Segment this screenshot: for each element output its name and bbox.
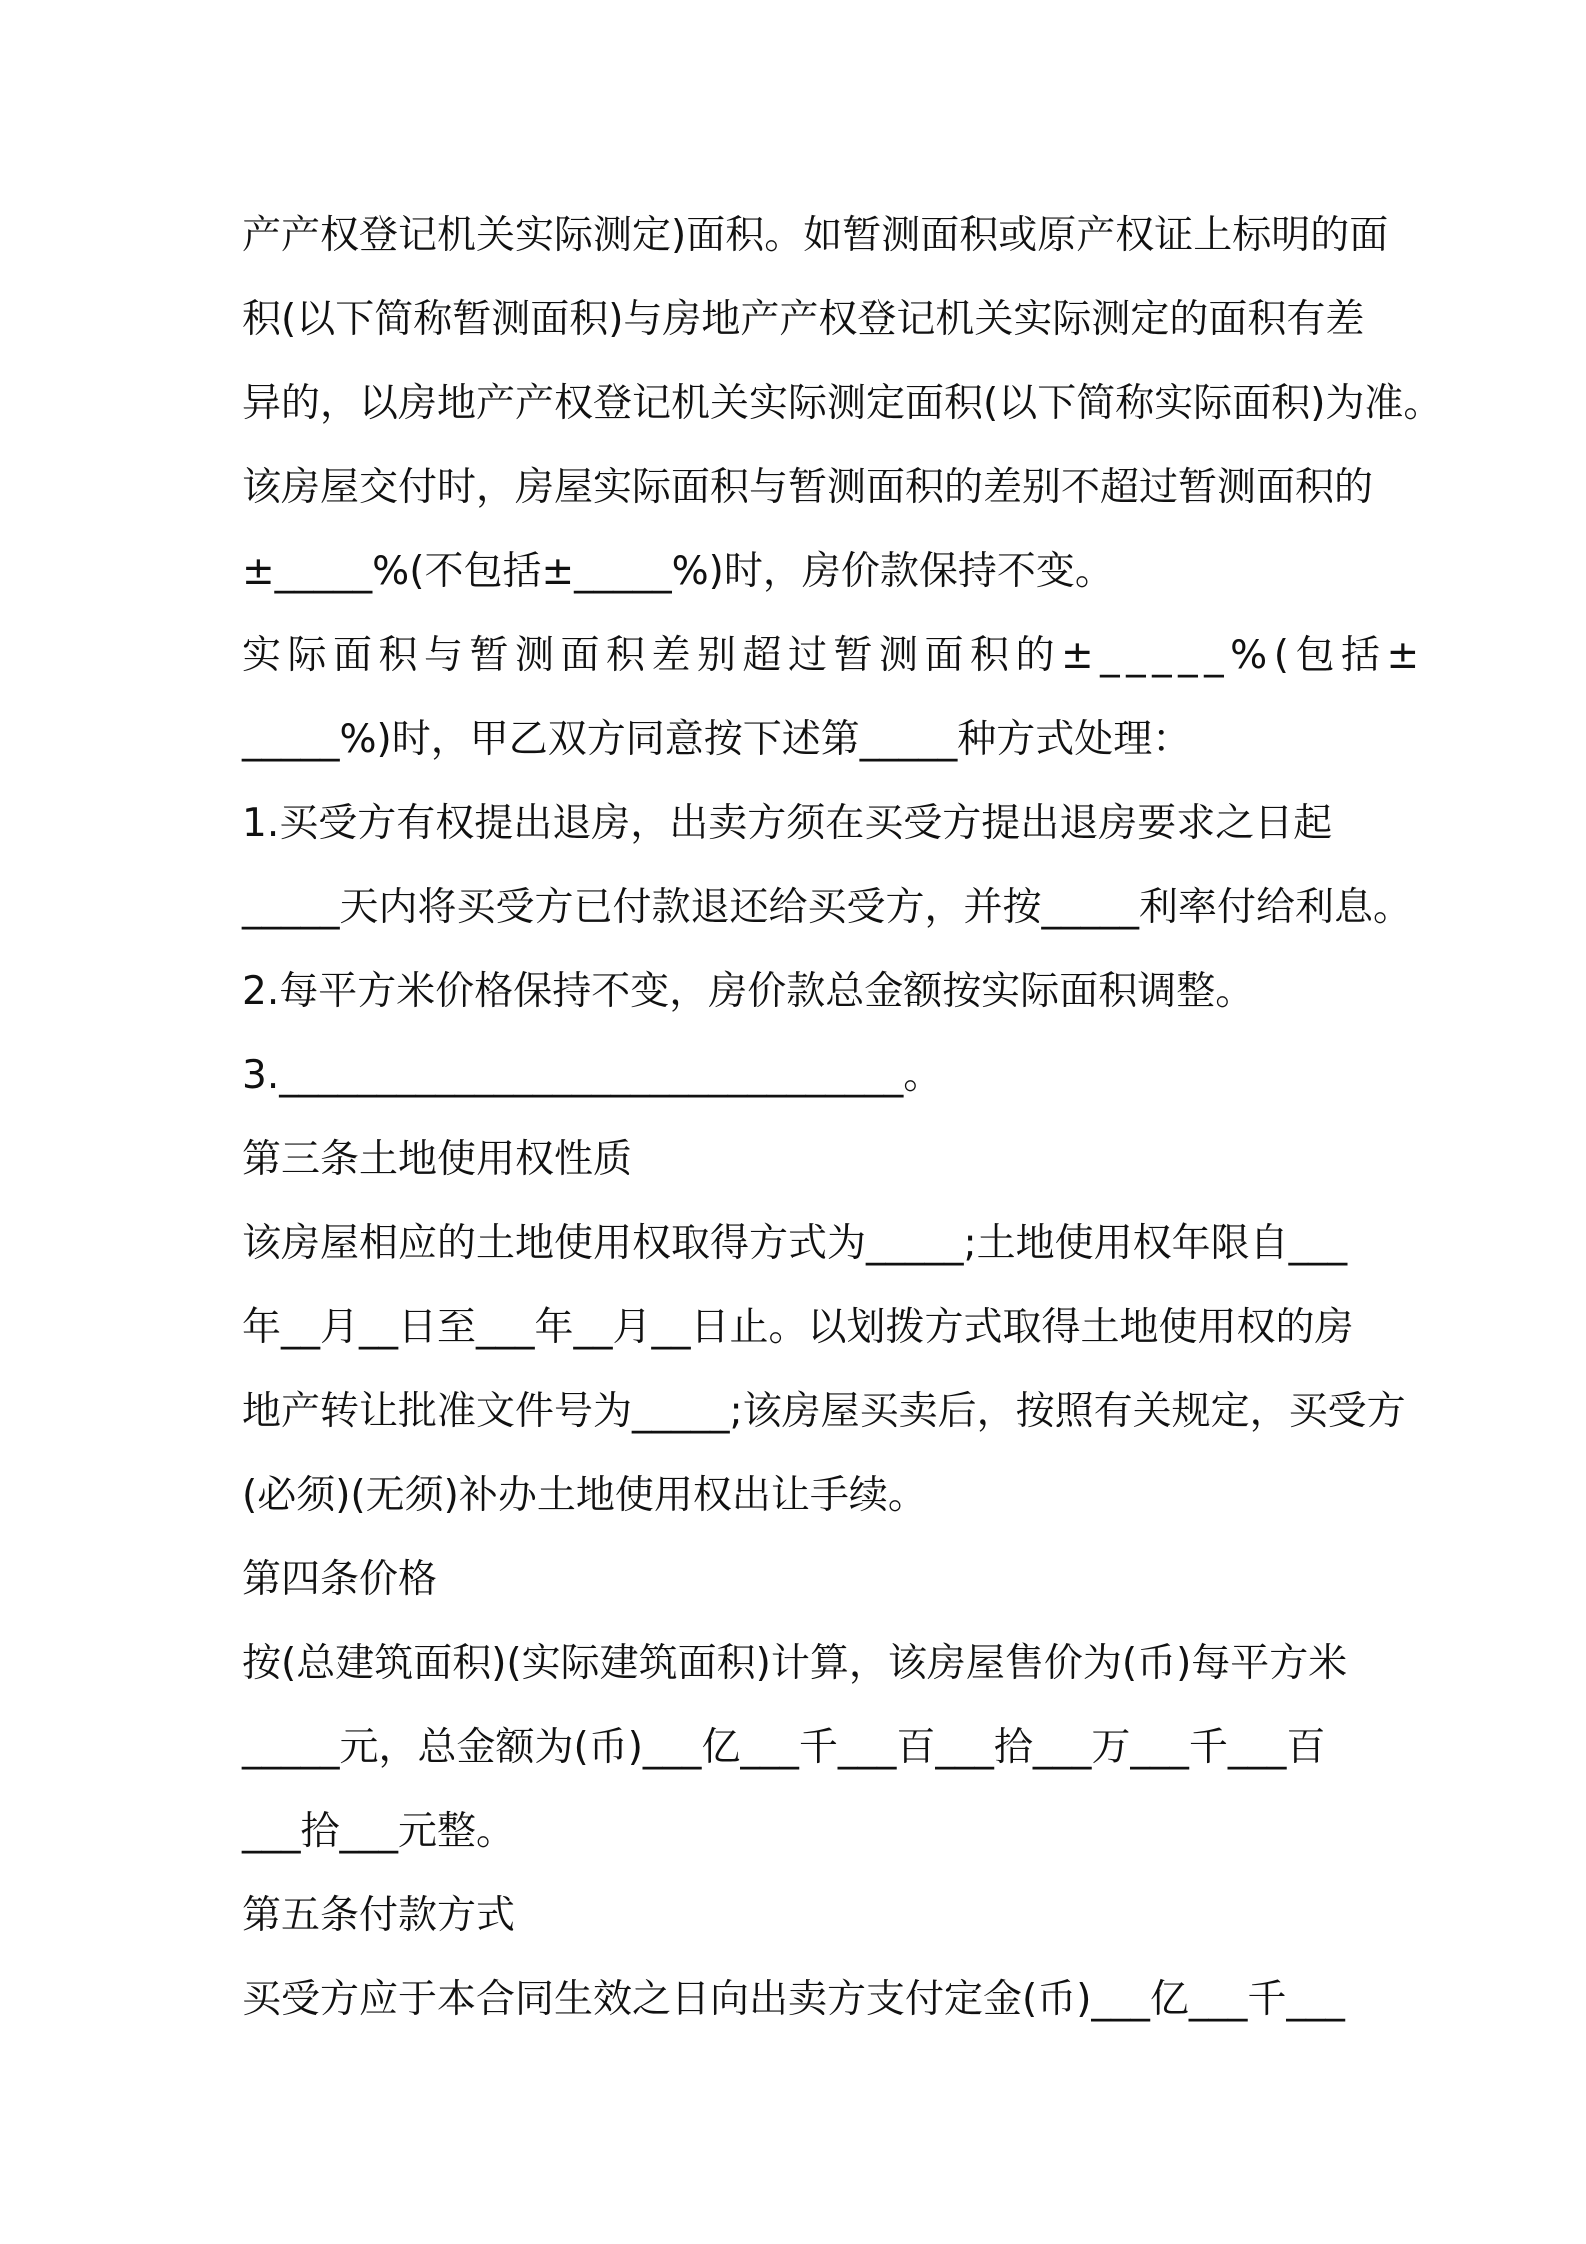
paragraph-line: 实际面积与暂测面积差别超过暂测面积的±_____%(包括± bbox=[242, 633, 1426, 678]
paragraph-line: 异的，以房地产产权登记机关实际测定面积(以下简称实际面积)为准。 bbox=[242, 381, 1443, 426]
paragraph-line: ___拾___元整。 bbox=[242, 1809, 516, 1854]
section-heading: 第五条付款方式 bbox=[242, 1893, 516, 1938]
section-heading: 第三条土地使用权性质 bbox=[242, 1137, 633, 1182]
section-heading: 第四条价格 bbox=[242, 1557, 438, 1602]
paragraph-line: 产产权登记机关实际测定)面积。如暂测面积或原产权证上标明的面 bbox=[242, 213, 1389, 258]
paragraph-line: 3.________________________________。 bbox=[242, 1053, 943, 1098]
paragraph-line: 1.买受方有权提出退房，出卖方须在买受方提出退房要求之日起 bbox=[242, 801, 1333, 846]
document-body bbox=[242, 194, 1443, 2042]
paragraph-line: _____%)时，甲乙双方同意按下述第_____种方式处理： bbox=[242, 717, 1192, 762]
paragraph-line: 积(以下简称暂测面积)与房地产产权登记机关实际测定的面积有差 bbox=[242, 297, 1365, 342]
paragraph-line: 该房屋交付时，房屋实际面积与暂测面积的差别不超过暂测面积的 bbox=[242, 465, 1374, 510]
paragraph-line: (必须)(无须)补办土地使用权出让手续。 bbox=[242, 1473, 927, 1518]
paragraph-line: 该房屋相应的土地使用权取得方式为_____;土地使用权年限自___ bbox=[242, 1221, 1348, 1266]
paragraph-line: 按(总建筑面积)(实际建筑面积)计算，该房屋售价为(币)每平方米 bbox=[242, 1641, 1348, 1686]
paragraph-line: 买受方应于本合同生效之日向出卖方支付定金(币)___亿___千___ bbox=[242, 1977, 1345, 2022]
paragraph-line: 年__月__日至___年__月__日止。以划拨方式取得土地使用权的房 bbox=[242, 1305, 1354, 1350]
paragraph-line: 地产转让批准文件号为_____;该房屋买卖后，按照有关规定，买受方 bbox=[242, 1389, 1406, 1434]
paragraph-line: _____天内将买受方已付款退还给买受方，并按_____利率付给利息。 bbox=[242, 885, 1413, 930]
paragraph-line: _____元，总金额为(币)___亿___千___百___拾___万___千___百 bbox=[242, 1725, 1326, 1770]
paragraph-line: 2.每平方米价格保持不变，房价款总金额按实际面积调整。 bbox=[242, 969, 1255, 1014]
paragraph-line: ±_____%(不包括±_____%)时，房价款保持不变。 bbox=[242, 549, 1114, 594]
